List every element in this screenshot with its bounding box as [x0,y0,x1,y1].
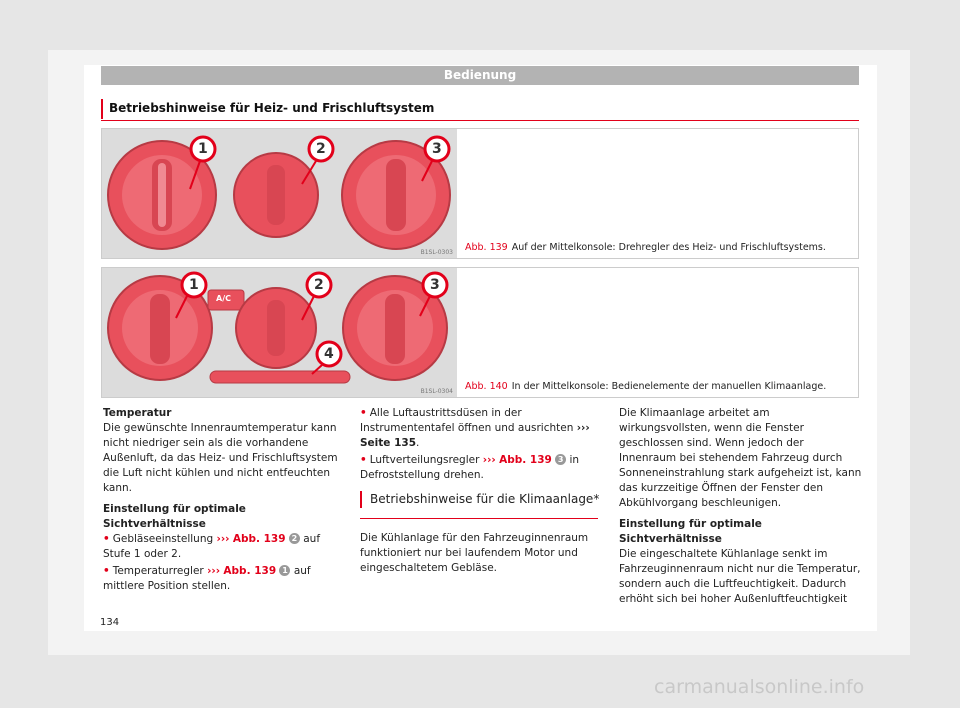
bullet-icon: • [360,407,367,419]
callout-1: 1 [198,141,208,157]
arrow-icon: ››› [216,533,230,545]
bullet-icon: • [103,533,110,545]
paragraph: Die Kühlanlage für den Fahrzeuginnenraum funktioniert nur bei laufendem Motor und eingeschaltetem Gebläse. [360,532,589,574]
bullet-tail: in Defroststellung drehen. [360,454,580,481]
bullet-text: Luftverteilungsregler [369,454,480,466]
bullet-item [360,453,603,483]
figure-link[interactable]: Abb. 139 [232,533,286,545]
figure-139-caption [465,242,826,253]
text-column-3 [619,406,862,613]
paragraph: Die eingeschaltete Kühlanlage senkt im Fahrzeuginnenraum nicht nur die Temperatur, sondern auch die Luftfeuchtigkeit. Dadurch erhöht sich bei hoher Außenluftfeuchtigkeit [619,548,861,605]
callout-number: 2 [289,533,300,544]
figure-140 [101,267,859,398]
caption-text: Auf der Mittelkonsole: Drehregler des Heiz- und Frischluftsystems. [511,242,826,253]
heading-temperatur: Temperatur [103,407,172,419]
figure-label: Abb. 139 [465,242,508,253]
heading-sichtverhaeltnisse: Einstellung für optimale Sichtverhältnisse [103,503,246,530]
bullet-item [103,532,346,562]
callout-3: 3 [430,277,440,293]
paragraph: Die gewünschte Innenraumtemperatur kann nicht niedriger sein als die vorhandene Außenluft, da das Heiz- und Frischluftsystem die Luft nicht kühlen und nicht entfeuchten kann. [103,422,338,494]
callout-4: 4 [324,346,334,362]
bullet-item [103,564,346,594]
section-title: Betriebshinweise für Heiz- und Frischluftsystem [109,101,435,115]
figure-code: B1SL-0303 [420,249,453,256]
bullet-icon: • [360,454,367,466]
bullet-text: Temperaturregler [112,565,204,577]
callout-number: 3 [555,454,566,465]
ac-button-label: A/C [216,294,231,303]
bullet-item: • Alle Luftaustrittsdüsen in der Instrumententafel öffnen und ausrichten ››› Seite 135. [360,407,590,449]
callout-2: 2 [314,277,324,293]
callout-number: 1 [279,565,290,576]
callout-3: 3 [432,141,442,157]
subsection-heading: Betriebshinweise für die Klimaanlage* [360,491,603,508]
figure-link[interactable]: Abb. 139 [499,454,552,466]
arrow-icon: ››› [482,454,496,466]
text-column-2 [360,406,603,582]
callout-1: 1 [189,277,199,293]
bullet-text: Gebläseeinstellung [112,533,214,545]
bullet-tail: auf mittlere Position stellen. [103,565,311,592]
chapter-header: Bedienung [101,66,859,85]
text-column-1 [103,406,346,600]
figure-140-caption [465,381,826,392]
figure-code: B1SL-0304 [420,388,453,395]
callout-2: 2 [316,141,326,157]
bullet-text: Alle Luftaustrittsdüsen in der Instrumententafel öffnen und ausrichten [360,407,574,434]
figure-139 [101,128,859,259]
arrow-icon: ››› [576,422,590,434]
bullet-icon: • [103,565,110,577]
figure-link[interactable]: Abb. 139 [223,565,277,577]
caption-text: In der Mittelkonsole: Bedienelemente der manuellen Klimaanlage. [511,381,827,392]
paragraph: Die Klimaanlage arbeitet am wirkungsvollsten, wenn die Fenster geschlossen sind. Wenn jedoch der Innenraum bei stehendem Fahrzeug durch Sonneneinstrahlung stark aufgeheizt ist, kann das kurzzeitige Öffnen der Fenster den Abkühlvorgang beschleunigen. [619,407,862,509]
page-number: 134 [100,617,120,628]
figure-140-image [102,268,457,397]
watermark: carmanualsonline.info [654,676,865,698]
heading-sichtverhaeltnisse: Einstellung für optimale Sichtverhältnisse [619,518,762,545]
bullet-tail: auf Stufe 1 oder 2. [103,533,321,560]
page-link[interactable]: Seite 135 [360,437,416,449]
title-rule [101,120,859,121]
figure-label: Abb. 140 [465,381,508,392]
figure-139-image [102,129,457,258]
arrow-icon: ››› [207,565,221,577]
subsection-rule [360,518,598,519]
